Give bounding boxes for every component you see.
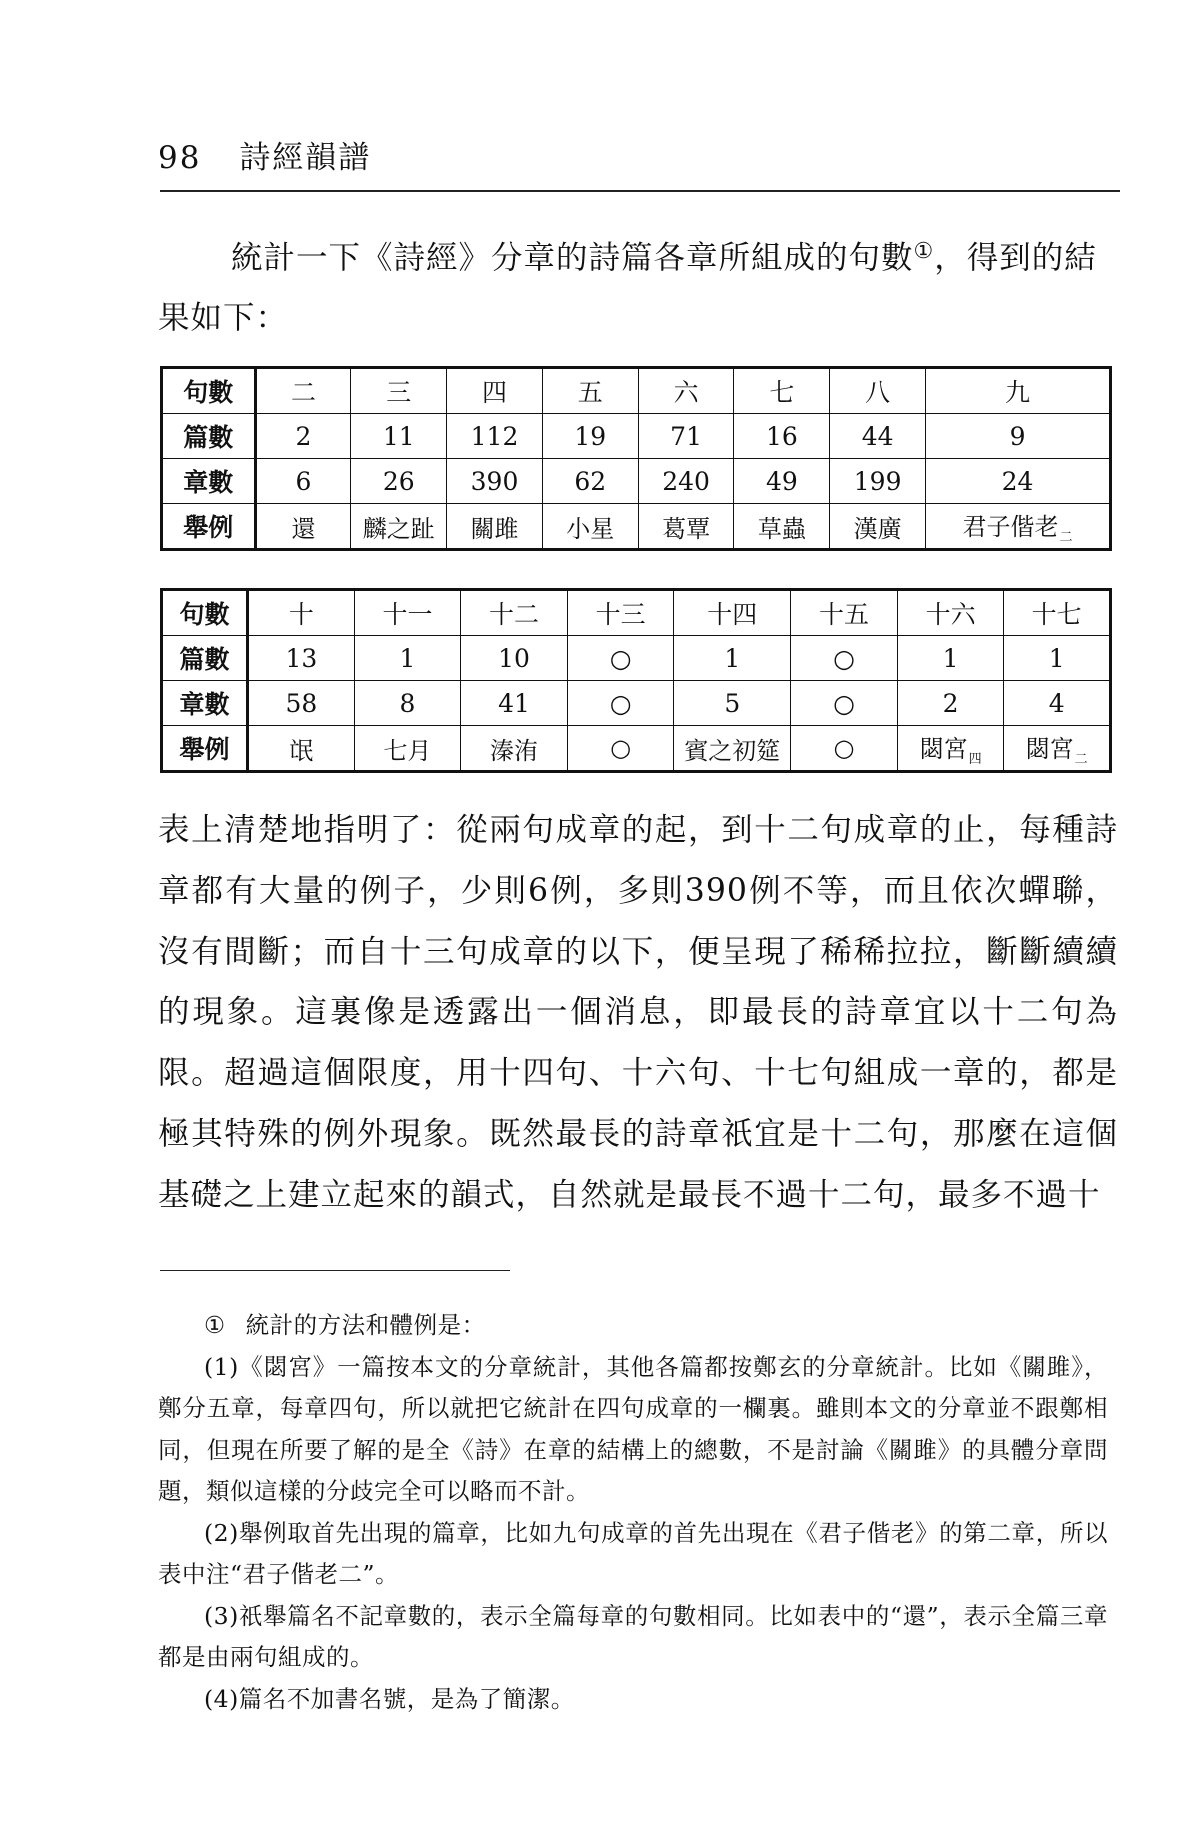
cell-text: 七 xyxy=(769,378,795,407)
cell-text: 三 xyxy=(386,378,412,407)
cell-text: 閟宮 xyxy=(1025,735,1074,763)
cell-text: 26 xyxy=(382,466,415,496)
table-cell xyxy=(791,590,898,636)
table-cell xyxy=(255,414,351,459)
table-cell xyxy=(461,636,568,681)
cell-text: 5 xyxy=(724,688,741,718)
footnote-marker: ① xyxy=(204,1311,226,1339)
footnote-item-3: (3)祇舉篇名不記章數的，表示全篇每章的句數相同。比如表中的“還”，表示全篇三章都是由兩句組成的。 xyxy=(158,1601,1108,1671)
table-cell xyxy=(255,368,351,414)
cell-text: 1 xyxy=(724,643,741,673)
row-label: 舉例 xyxy=(162,504,256,550)
table-cell xyxy=(926,414,1111,459)
cell-text: ○ xyxy=(833,688,855,718)
table-cell xyxy=(447,414,543,459)
footnote-item-2: (2)舉例取首先出現的篇章，比如九句成章的首先出現在《君子偕老》的第二章，所以表中注“君子偕老二”。 xyxy=(158,1518,1108,1588)
table-cell xyxy=(567,726,674,772)
table-cell xyxy=(248,636,355,681)
cell-text: 四 xyxy=(482,378,508,407)
row-label: 句數 xyxy=(162,368,256,414)
cell-text: 十 xyxy=(288,600,314,629)
footnotes xyxy=(158,1305,1108,1720)
table-cell xyxy=(248,726,355,772)
cell-text: 十五 xyxy=(819,600,870,629)
cell-text: 七月 xyxy=(383,736,432,765)
cell-text: 麟之趾 xyxy=(362,514,435,543)
footnote-reference: ① xyxy=(913,239,935,264)
table-row xyxy=(162,636,1111,681)
table-row xyxy=(162,590,1111,636)
table-cell xyxy=(354,726,461,772)
table-cell xyxy=(542,414,638,459)
cell-text: 19 xyxy=(574,421,607,451)
table-cell xyxy=(567,590,674,636)
cell-text: 十二 xyxy=(489,600,540,629)
cell-text: 1 xyxy=(942,643,959,673)
cell-text: 八 xyxy=(865,378,891,407)
table-cell xyxy=(830,459,926,504)
table-cell xyxy=(567,636,674,681)
cell-text: 君子偕老 xyxy=(962,513,1059,541)
table-cell xyxy=(734,504,830,550)
cell-text: 關雎 xyxy=(470,514,519,543)
table-cell xyxy=(351,459,447,504)
table-cell xyxy=(791,681,898,726)
table-cell xyxy=(734,368,830,414)
table-cell xyxy=(461,590,568,636)
table-cell xyxy=(542,504,638,550)
running-header xyxy=(158,132,371,177)
table-cell xyxy=(830,504,926,550)
cell-text: 8 xyxy=(399,688,416,718)
table-row xyxy=(162,504,1111,550)
cell-text: 41 xyxy=(498,688,530,718)
cell-text: 71 xyxy=(670,421,702,451)
intro-paragraph xyxy=(158,228,1118,348)
table-cell xyxy=(354,590,461,636)
cell-text: ○ xyxy=(610,734,632,762)
table-cell xyxy=(248,681,355,726)
table-row xyxy=(162,459,1111,504)
table-cell xyxy=(1004,636,1111,681)
cell-text: ○ xyxy=(833,734,855,762)
row-label: 章數 xyxy=(162,681,248,726)
cell-text: 11 xyxy=(382,421,415,451)
table-cell xyxy=(897,590,1004,636)
table-row xyxy=(162,726,1111,772)
intro-text-after: ，得到的結果如下： xyxy=(158,240,1097,336)
cell-text: 58 xyxy=(285,688,318,718)
table-cell xyxy=(567,681,674,726)
table-cell xyxy=(1004,726,1111,772)
table-cell xyxy=(674,590,791,636)
cell-text: 240 xyxy=(662,466,710,496)
table-cell xyxy=(926,368,1111,414)
cell-text: 44 xyxy=(861,421,894,451)
table-cell xyxy=(734,459,830,504)
table-cell xyxy=(791,636,898,681)
cell-text: 氓 xyxy=(289,736,314,765)
row-label: 句數 xyxy=(162,590,248,636)
table-cell xyxy=(1004,681,1111,726)
table-cell xyxy=(638,368,734,414)
table-cell xyxy=(354,636,461,681)
cell-text: 10 xyxy=(498,643,530,673)
table-cell xyxy=(926,459,1111,504)
cell-text: 葛覃 xyxy=(662,514,711,543)
table-cell xyxy=(897,681,1004,726)
cell-text: 還 xyxy=(291,514,316,543)
table-cell xyxy=(638,414,734,459)
table-cell xyxy=(926,504,1111,550)
cell-text: ○ xyxy=(833,643,855,673)
row-label: 舉例 xyxy=(162,726,248,772)
table-cell xyxy=(354,681,461,726)
cell-text: ○ xyxy=(609,688,632,718)
cell-text: 1 xyxy=(399,643,416,673)
cell-text: 9 xyxy=(1009,421,1026,451)
cell-text: 62 xyxy=(574,466,607,496)
table-cell xyxy=(897,636,1004,681)
table-row xyxy=(162,681,1111,726)
cell-text: 16 xyxy=(765,421,798,451)
table-cell xyxy=(351,368,447,414)
table-cell xyxy=(1004,590,1111,636)
table-cell xyxy=(791,726,898,772)
cell-text: 二 xyxy=(290,378,316,407)
row-label: 章數 xyxy=(162,459,256,504)
cell-text: 十一 xyxy=(382,600,433,629)
cell-text: 24 xyxy=(1001,466,1034,496)
row-label: 篇數 xyxy=(162,636,248,681)
table-cell xyxy=(674,726,791,772)
table-cell xyxy=(351,414,447,459)
table-cell xyxy=(638,504,734,550)
cell-text: 十七 xyxy=(1031,600,1082,629)
table-cell xyxy=(674,636,791,681)
book-title: 詩經韻譜 xyxy=(239,140,372,176)
cell-text: 漢廣 xyxy=(853,514,902,543)
cell-text: 13 xyxy=(285,643,318,673)
page-number: 98 xyxy=(158,140,202,176)
table-cell xyxy=(248,590,355,636)
cell-text: 6 xyxy=(295,466,312,496)
table-cell xyxy=(542,459,638,504)
body-paragraph: 表上清楚地指明了：從兩句成章的起，到十二句成章的止，每種詩章都有大量的例子，少則6例，多則390例不等，而且依次蟬聯，沒有間斷；而自十三句成章的以下，便呈現了稀稀拉拉，斷斷續續的現象。這裏像是透露出一個消息，即最長的詩章宜以十二句為限。超過這個限度，用十四句、十六句、十七句組成一章的，都是極其特殊的例外現象。既然最長的詩章祇宜是十二句，那麼在這個基礎之上建立起來的韻式，自然就是最長不過十二句，最多不過十 xyxy=(158,812,1118,1213)
table-cell xyxy=(461,726,568,772)
cell-text: 閟宮 xyxy=(919,735,968,763)
footnote-item-1: (1)《閟宮》一篇按本文的分章統計，其他各篇都按鄭玄的分章統計。比如《關雎》，鄭分五章，每章四句，所以就把它統計在四句成章的一欄裏。雖則本文的分章並不跟鄭相同，但現在所要了解的是全《詩》在章的結構上的總數，不是討論《關雎》的具體分章問題，類似這樣的分歧完全可以略而不計。 xyxy=(158,1352,1108,1505)
cell-text: 十六 xyxy=(925,600,976,629)
table-cell xyxy=(447,459,543,504)
footnote-rule xyxy=(160,1270,510,1271)
cell-text: 草蟲 xyxy=(757,514,806,543)
footnote-item-4: (4)篇名不加書名號，是為了簡潔。 xyxy=(204,1684,575,1713)
stanza-count-table-1 xyxy=(160,366,1112,551)
intro-text: 統計一下《詩經》分章的詩篇各章所組成的句數 xyxy=(231,240,914,276)
table-cell xyxy=(897,726,1004,772)
table-cell xyxy=(255,459,351,504)
cell-text: 十三 xyxy=(595,600,646,629)
table-cell xyxy=(447,504,543,550)
cell-text: 十四 xyxy=(707,600,758,629)
cell-text: ○ xyxy=(609,643,632,673)
cell-text: 49 xyxy=(765,466,798,496)
row-label: 篇數 xyxy=(162,414,256,459)
table-cell xyxy=(447,368,543,414)
table-cell xyxy=(542,368,638,414)
table-cell xyxy=(830,368,926,414)
header-rule xyxy=(160,190,1120,192)
cell-text: 1 xyxy=(1048,643,1065,673)
cell-text: 2 xyxy=(295,421,312,451)
table-cell xyxy=(461,681,568,726)
table-cell xyxy=(674,681,791,726)
chapter-subscript: 二 xyxy=(1074,752,1088,767)
chapter-subscript: 四 xyxy=(968,752,982,767)
table-cell xyxy=(638,459,734,504)
cell-text: 199 xyxy=(853,466,902,496)
cell-text: 賓之初筵 xyxy=(684,736,781,765)
cell-text: 溱洧 xyxy=(490,736,539,765)
table-cell xyxy=(351,504,447,550)
chapter-subscript: 二 xyxy=(1059,530,1073,545)
stanza-count-table-2 xyxy=(160,588,1112,773)
footnote-title: 統計的方法和體例是： xyxy=(245,1311,486,1339)
table-cell xyxy=(830,414,926,459)
cell-text: 2 xyxy=(942,688,959,718)
cell-text: 五 xyxy=(577,378,603,407)
footnote-heading xyxy=(158,1305,1108,1347)
cell-text: 390 xyxy=(470,466,519,496)
table-row xyxy=(162,414,1111,459)
table-row xyxy=(162,368,1111,414)
cell-text: 4 xyxy=(1048,688,1065,718)
table-cell xyxy=(734,414,830,459)
cell-text: 九 xyxy=(1005,378,1031,407)
cell-text: 六 xyxy=(673,378,699,407)
cell-text: 112 xyxy=(470,421,519,451)
cell-text: 小星 xyxy=(566,514,615,543)
table-cell xyxy=(255,504,351,550)
